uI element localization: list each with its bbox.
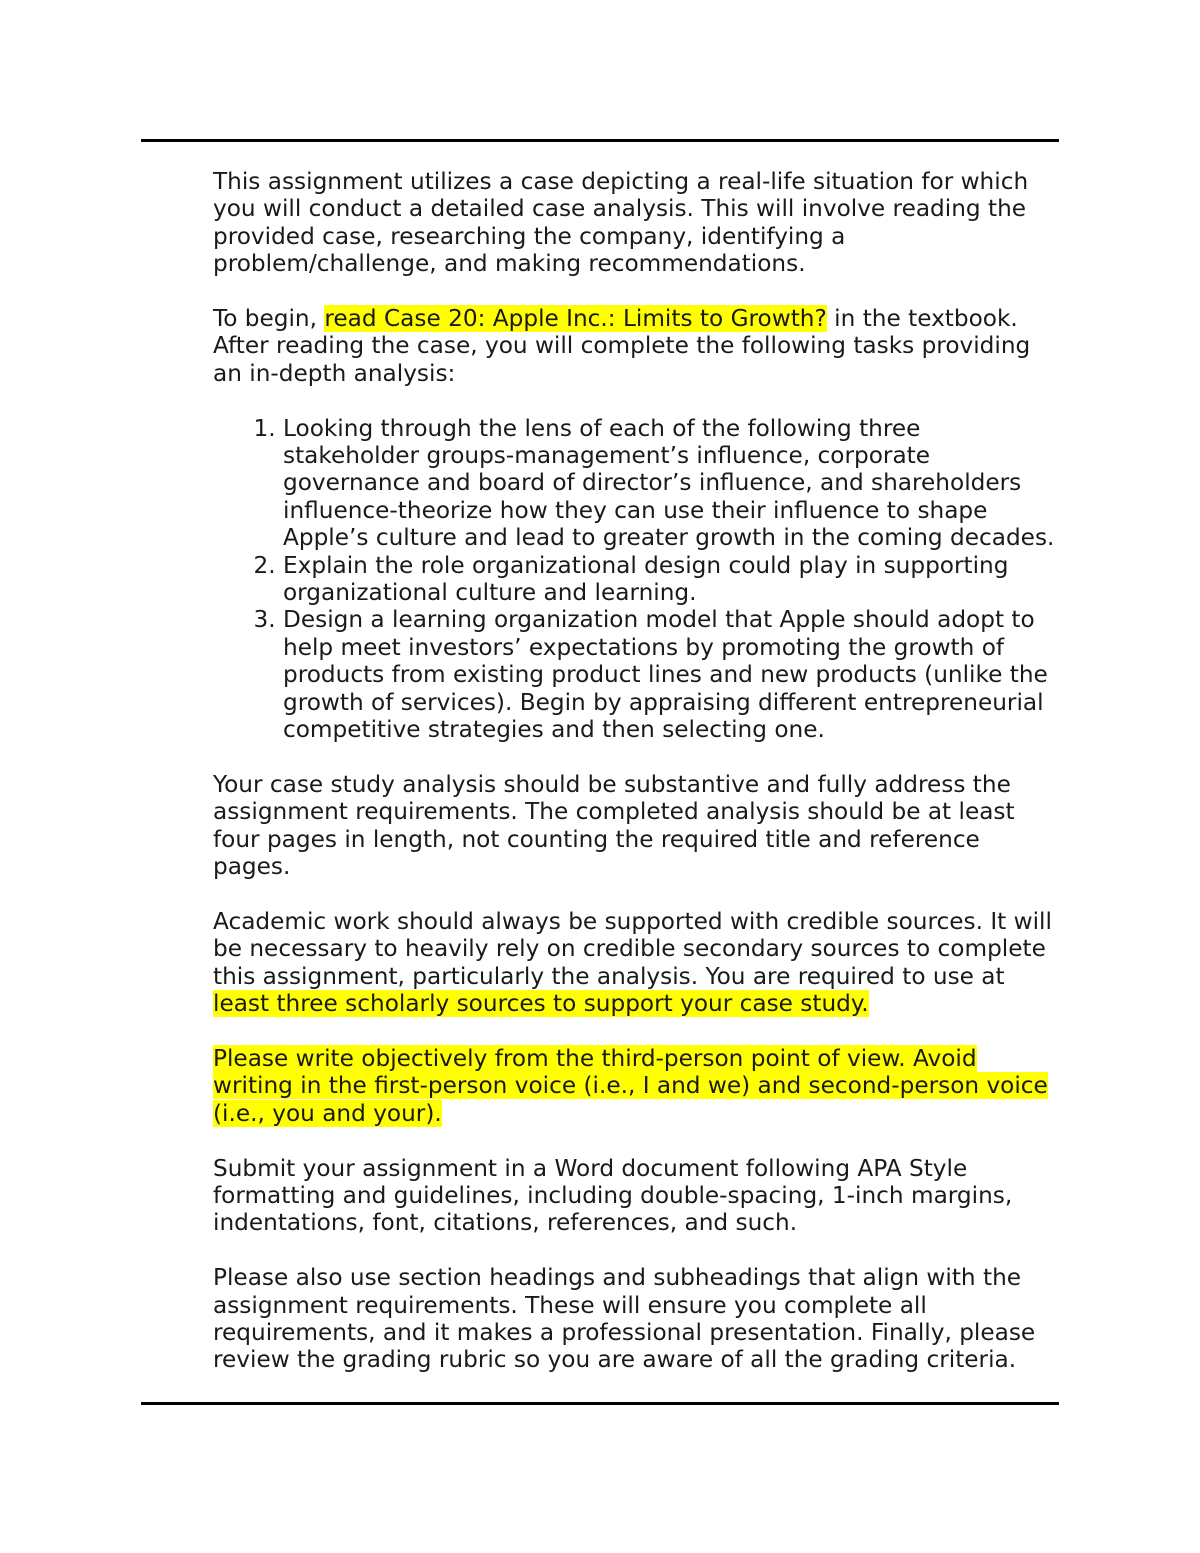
instructions-text-before: To begin, bbox=[213, 305, 325, 333]
voice-paragraph bbox=[213, 1045, 1063, 1127]
task-list bbox=[213, 415, 1063, 744]
sources-paragraph bbox=[213, 908, 1063, 1018]
task-item-2: 2. Explain the role organizational design could play in supporting organizational culture and learning. bbox=[283, 552, 1063, 607]
case-reference-highlight: read Case 20: Apple Inc.: Limits to Growth? bbox=[324, 305, 827, 333]
top-border-line bbox=[141, 139, 1059, 142]
document-body bbox=[213, 168, 1063, 1401]
task-item-3: 3. Design a learning organization model that Apple should adopt to help meet investors’ expectations by promoting the growth of products from existing product lines and new products (unlike the growth of services). Begin by appraising different entrepreneurial competitive strategies and then selecting one. bbox=[283, 606, 1063, 743]
length-requirements-paragraph: Your case study analysis should be substantive and fully address the assignment requirements. The completed analysis should be at least four pages in length, not counting the required title and reference pages. bbox=[213, 770, 1015, 881]
intro-paragraph: This assignment utilizes a case depicting a real-life situation for which you will conduct a detailed case analysis. This will involve reading the provided case, researching the company, identifying a problem/challenge, and making recommendations. bbox=[213, 168, 1029, 278]
formatting-paragraph: Submit your assignment in a Word document following APA Style formatting and guidelines, including double-spacing, 1-inch margins, indentations, font, citations, references, and such. bbox=[213, 1154, 1013, 1237]
instructions-text-after: in the textbook. After reading the case, you will complete the following tasks providing an in-depth analysis: bbox=[213, 305, 1031, 387]
headings-paragraph: Please also use section headings and subheadings that align with the assignment requirements. These will ensure you complete all requirements, and it makes a professional presentation. Finally, please review the grading rubric so you are aware of all the grading criteria. bbox=[213, 1264, 1036, 1374]
task-item-1: 1. Looking through the lens of each of the following three stakeholder groups-management’s influence, corporate governance and board of director’s influence, and shareholders influence-theorize how they can use their influence to shape Apple’s culture and lead to greater growth in the coming decades. bbox=[283, 415, 1063, 552]
sources-text-before: Academic work should always be supported with credible sources. It will be necessary to heavily rely on credible secondary sources to complete this assignment, particularly the analysis. You are required to use at bbox=[213, 907, 1052, 990]
bottom-border-line bbox=[141, 1402, 1059, 1405]
sources-highlight: least three scholarly sources to support your case study. bbox=[213, 990, 869, 1018]
voice-highlight: Please write objectively from the third-person point of view. Avoid writing in the first-person voice (i.e., I and we) and second-person voice (i.e., you and your). bbox=[213, 1044, 1048, 1127]
instructions-paragraph bbox=[213, 305, 1063, 387]
